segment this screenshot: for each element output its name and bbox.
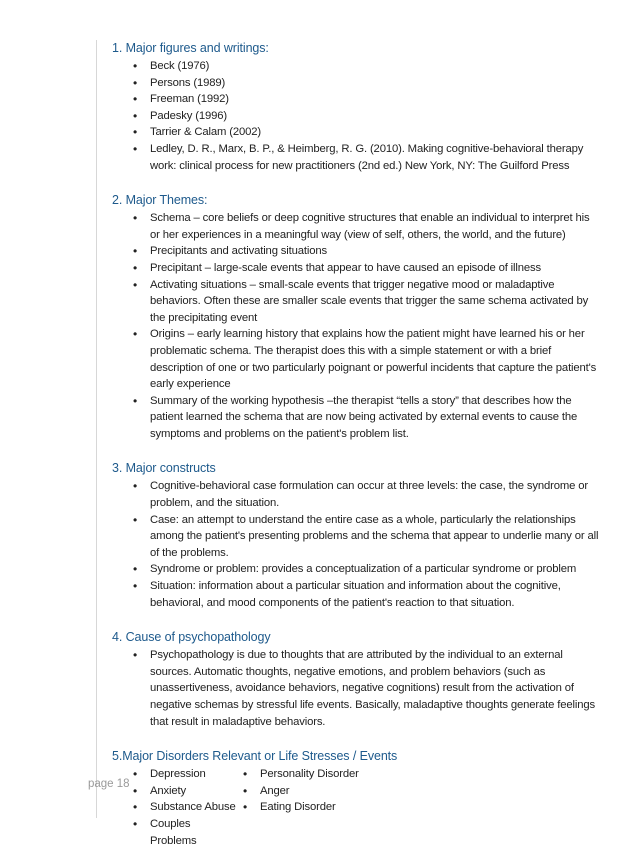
list-item: • Summary of the working hypothesis –the therapist “tells a story” that describes how the patient learned the schema that are now being activated by external events to cause the symptoms and problems on the patient's problem list. — [112, 393, 602, 443]
list-item: • Eating Disorder — [236, 799, 602, 816]
margin-rule — [96, 40, 97, 818]
section-major-themes — [112, 192, 602, 442]
section-major-constructs — [112, 460, 602, 611]
page-content — [112, 40, 602, 867]
disorders-column-right — [236, 766, 602, 849]
bullet-list — [112, 478, 602, 611]
bullet-list — [112, 766, 236, 849]
disorders-column-left — [112, 766, 236, 849]
section-heading: 3. Major constructs — [112, 461, 216, 476]
list-item: • Depression — [112, 766, 236, 783]
list-item: • Schema – core beliefs or deep cognitive structures that enable an individual to interpret his or her experiences in a meaningful way (view of self, others, the world, and the future) — [112, 210, 602, 243]
section-major-figures — [112, 40, 602, 174]
list-item: • Precipitant – large-scale events that appear to have caused an episode of illness — [112, 260, 602, 277]
section-heading: 1. Major figures and writings: — [112, 41, 269, 55]
list-item: • Freeman (1992) — [112, 91, 602, 108]
list-item: • Cognitive-behavioral case formulation can occur at three levels: the case, the syndrome or problem, and the situation. — [112, 478, 602, 511]
page-number: page 18 — [88, 778, 130, 790]
list-item: • Beck (1976) — [112, 58, 602, 75]
bullet-list — [112, 647, 602, 730]
section-cause-of-psychopathology — [112, 629, 602, 730]
list-item: • Situation: information about a particular situation and information about the cognitive, behavioral, and mood components of the patient's reaction to that situation. — [112, 578, 602, 611]
disorders-columns — [112, 766, 602, 849]
list-item: • Case: an attempt to understand the entire case as a whole, particularly the relationships among the patient's presenting problems and the schema that appear to underlie many or all of the problems. — [112, 512, 602, 562]
bullet-list — [112, 210, 602, 442]
section-heading: 2. Major Themes: — [112, 193, 208, 208]
list-item: • Origins – early learning history that explains how the patient might have learned his or her problematic schema. The therapist does this with a simple statement or with a brief description of one or two particularly poignant or powerful incidents that capture the patient's early experience — [112, 326, 602, 392]
list-item: • Ledley, D. R., Marx, B. P., & Heimberg, R. G. (2010). Making cognitive-behavioral therapy work: clinical process for new practitioners (2nd ed.) New York, NY: The Guilford Press — [112, 141, 602, 174]
list-item: • Substance Abuse — [112, 799, 236, 816]
section-heading: 5.Major Disorders Relevant or Life Stresses / Events — [112, 749, 398, 764]
list-item: • Syndrome or problem: provides a conceptualization of a particular syndrome or problem — [112, 561, 602, 578]
list-item: • Persons (1989) — [112, 75, 602, 92]
bullet-list — [236, 766, 602, 816]
section-heading: 4. Cause of psychopathology — [112, 630, 271, 645]
list-item: • Anger — [236, 783, 602, 800]
list-item: • Precipitants and activating situations — [112, 243, 602, 260]
list-item: • Anxiety — [112, 783, 236, 800]
list-item: • Tarrier & Calam (2002) — [112, 124, 602, 141]
list-item: • Couples Problems — [112, 816, 236, 849]
list-item: • Activating situations – small-scale events that trigger negative mood or maladaptive behaviors. Often these are smaller scale events that trigger the same schema activated by the precipitating event — [112, 277, 602, 327]
list-item: • Psychopathology is due to thoughts that are attributed by the individual to an external sources. Automatic thoughts, negative emotions, and problem behaviors (such as unassertiveness, avoidance behaviors, negative cognitions) result from the activation of negative schemas by stressful life events. Basically, maladaptive thoughts generate feelings that result in maladaptive behaviors. — [112, 647, 602, 730]
section-major-disorders — [112, 748, 602, 849]
list-item: • Padesky (1996) — [112, 108, 602, 125]
bullet-list — [112, 58, 602, 174]
list-item: • Personality Disorder — [236, 766, 602, 783]
